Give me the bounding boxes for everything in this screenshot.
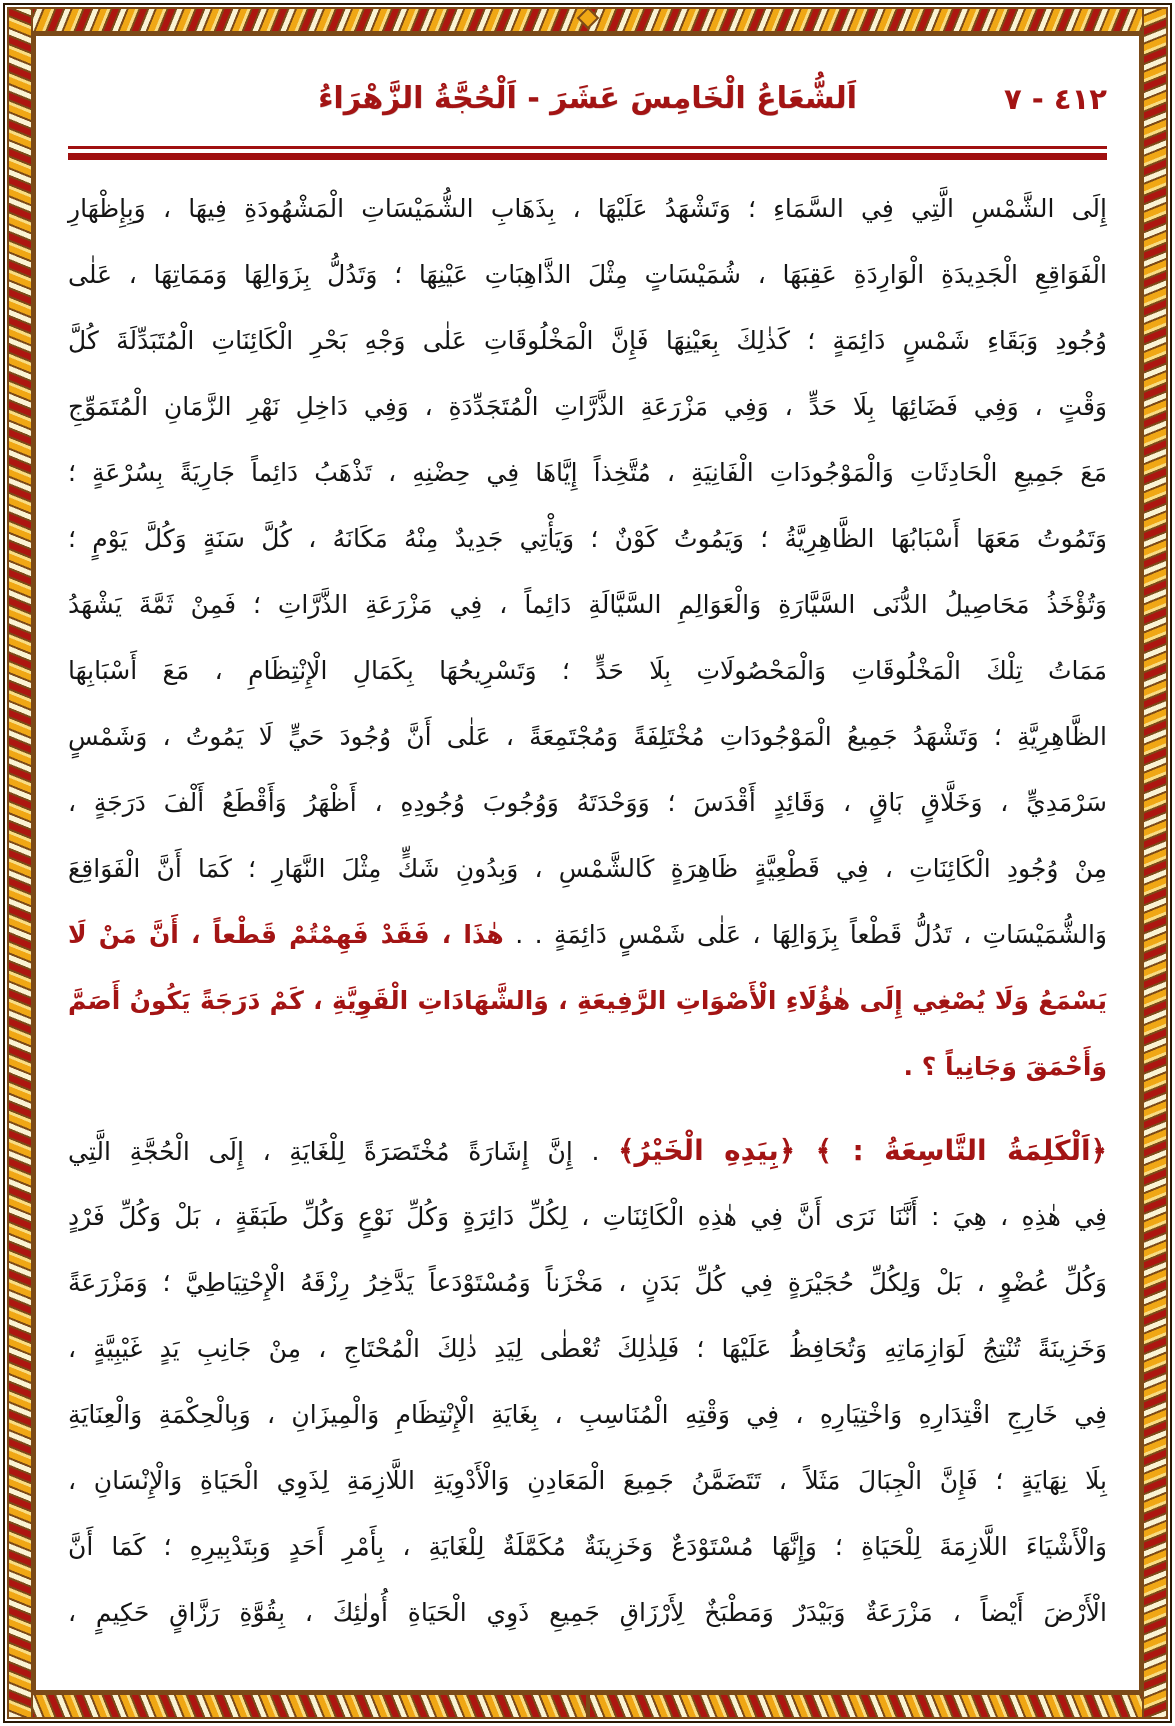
text-line — [68, 902, 1107, 968]
text-line — [68, 308, 1107, 374]
body-text-segment: إِلَى الشَّمْسِ الَّتِي فِي السَّمَاءِ ؛ وَتَشْهَدُ عَلَيْهَا ، بِذَهَابِ الشُّمَيْسَاتِ الْمَشْهُودَةِ فِيهَا ، وَبِإِظْهَارِ — [68, 194, 1107, 223]
paragraph-1 — [68, 176, 1107, 1100]
body-text-segment: . إِنَّ إِشَارَةً مُخْتَصَرَةً لِلْغَايَةِ ، إِلَى الْحُجَّةِ الَّتِي — [68, 1137, 619, 1166]
body-text-segment: الْأَرْضَ أَيْضاً ، مَزْرَعَةٌ وَبَيْدَرٌ وَمَطْبَخٌ لِأَرْزَاقِ جَمِيعِ ذَوِي الْحَيَاةِ أُولٰئِكَ ، بِقُوَّةِ رَزَّاقٍ حَكِيمٍ ، — [68, 1598, 1107, 1627]
text-line — [68, 1250, 1107, 1316]
body-text-segment: مَعَ جَمِيعِ الْحَادِثَاتِ وَالْمَوْجُودَاتِ الْفَانِيَةِ ، مُتَّخِذاً إِيَّاهَا فِي حِضْنِهِ ، تَذْهَبُ دَائِماً جَارِيَةً بِسُرْعَةٍ ؛ — [68, 458, 1107, 487]
text-line — [68, 836, 1107, 902]
body-text-segment: وَالشُّمَيْسَاتِ ، تَدُلُّ قَطْعاً بِزَوَالِهَا ، عَلٰى شَمْسٍ دَائِمَةٍ . . — [503, 920, 1107, 949]
page-header — [68, 68, 1107, 130]
body-text-segment: وَالْأَشْيَاءَ اللَّازِمَةَ لِلْحَيَاةِ ؛ وَإِنَّهَا مُسْتَوْدَعٌ وَخَزِينَةٌ مُكَمَّلَةٌ لِلْغَايَةِ ، بِأَمْرِ أَحَدٍ وَبِتَدْبِيرِهِ ؛ كَمَا أَنَّ — [68, 1532, 1107, 1561]
text-line — [68, 1034, 1107, 1100]
body-text-segment: الظَّاهِرِيَّةِ ؛ وَتَشْهَدُ جَمِيعُ الْمَوْجُودَاتِ مُخْتَلِفَةً وَمُجْتَمِعَةً ، عَلٰى أَنَّ وُجُودَ حَيٍّ لَا يَمُوتُ ، وَشَمْسٍ — [68, 722, 1107, 751]
header-divider-rule — [68, 146, 1107, 160]
body-text-segment: فِي خَارِجِ اقْتِدَارِهِ وَاخْتِيَارِهِ ، فِي وَقْتِهِ الْمُنَاسِبِ ، بِغَايَةِ الْإِنْتِظَامِ وَالْمِيزَانِ ، وَبِالْحِكْمَةِ وَالْعِنَايَةِ — [68, 1400, 1107, 1429]
text-line — [68, 638, 1107, 704]
ornamental-border-left — [7, 7, 33, 1719]
text-line — [68, 176, 1107, 242]
body-text-segment: وَخَزِينَةً تُنْتِجُ لَوَازِمَاتِهِ وَتُحَافِظُ عَلَيْهَا ؛ فَلِذٰلِكَ تُعْطٰى لِيَدِ ذٰلِكَ الْمُحْتَاجِ ، مِنْ جَانِبِ يَدٍ غَيْبِيَّةٍ ، — [68, 1334, 1107, 1363]
body — [68, 176, 1107, 1646]
body-text-segment: وَقْتٍ ، وَفِي فَضَائِهَا بِلَا حَدٍّ ، وَفِي مَزْرَعَةِ الذَّرَّاتِ الْمُتَجَدِّدَةِ ، وَفِي دَاخِلِ نَهْرِ الزَّمَانِ الْمُتَمَوِّجِ — [68, 392, 1107, 421]
red-emphasis-segment: يَسْمَعُ وَلَا يُصْغِي إِلَى هٰؤُلَاءِ الْأَصْوَاتِ الرَّفِيعَةِ ، وَالشَّهَادَاتِ الْقَوِيَّةِ ، كَمْ دَرَجَةً يَكُونُ أَصَمَّ — [68, 986, 1107, 1015]
section-heading-segment: ﴿اَلْكَلِمَةُ التَّاسِعَةُ : ﴾ ﴿بِيَدِهِ الْخَيْرُ﴾ — [618, 1134, 1107, 1167]
page-number: ٤١٢ - ٧ — [1003, 82, 1107, 116]
ornamental-border-right — [1142, 7, 1168, 1719]
text-line — [68, 440, 1107, 506]
body-text-segment: فِي هٰذِهِ ، هِيَ : أَنَّنَا نَرَى أَنَّ فِي هٰذِهِ الْكَائِنَاتِ ، لِكُلِّ دَائِرَةٍ وَكُلِّ نَوْعٍ وَكُلِّ طَبَقَةٍ ، بَلْ وَكُلِّ فَرْدٍ — [68, 1202, 1107, 1231]
page-title: اَلشُّعَاعُ الْخَامِسَ عَشَرَ - اَلْحُجَّةُ الزَّهْرَاءُ — [318, 81, 857, 116]
text-line — [68, 1184, 1107, 1250]
text-line — [68, 1316, 1107, 1382]
body-text-segment: وُجُودِ وَبَقَاءِ شَمْسٍ دَائِمَةٍ ؛ كَذٰلِكَ بِعَيْنِهَا فَإِنَّ الْمَخْلُوقَاتِ عَلٰى وَجْهِ بَحْرِ الْكَائِنَاتِ الْمُتَبَدِّلَةَ كُلَّ — [68, 326, 1107, 355]
body-text-segment: مَمَاتُ تِلْكَ الْمَخْلُوقَاتِ وَالْمَحْصُولَاتِ بِلَا حَدٍّ ؛ وَتَسْرِيحُهَا بِكَمَالِ الْإِنْتِظَامِ ، مَعَ أَسْبَابِهَا — [68, 656, 1107, 685]
text-line — [68, 1580, 1107, 1646]
body-text-segment: الْفَوَاقِعِ الْجَدِيدَةِ الْوَارِدَةِ عَقِبَهَا ، شُمَيْسَاتٍ مِثْلَ الذَّاهِبَاتِ عَيْنِهَا ؛ وَتَدُلُّ بِزَوَالِهَا وَمَمَاتِهَا ، عَلٰى — [68, 260, 1107, 289]
page-content — [36, 36, 1139, 1690]
red-emphasis-segment: هٰذَا ، فَقَدْ فَهِمْتُمْ قَطْعاً ، أَنَّ مَنْ لَا — [68, 920, 504, 949]
text-line — [68, 1448, 1107, 1514]
red-emphasis-segment: وَأَحْمَقَ وَجَانِياً ؟ . — [903, 1052, 1107, 1081]
body-text-segment: سَرْمَدِيٍّ ، وَخَلَّاقٍ بَاقٍ ، وَقَائِدٍ أَقْدَسَ ؛ وَوَحْدَتَهُ وَوُجُوبَ وُجُودِهِ ، أَظْهَرُ وَأَقْطَعُ أَلْفَ دَرَجَةٍ ، — [68, 788, 1107, 817]
text-line — [68, 506, 1107, 572]
text-line — [68, 572, 1107, 638]
body-text-segment: مِنْ وُجُودِ الْكَائِنَاتِ ، فِي قَطْعِيَّةٍ ظَاهِرَةٍ كَالشَّمْسِ ، وَبِدُونِ شَكٍّ مِثْلَ النَّهَارِ ؛ كَمَا أَنَّ الْفَوَاقِعَ — [68, 854, 1107, 883]
paragraph-2 — [68, 1118, 1107, 1646]
text-line — [68, 242, 1107, 308]
body-text-segment: وَتَمُوتُ مَعَهَا أَسْبَابُهَا الظَّاهِرِيَّةُ ؛ وَيَمُوتُ كَوْنٌ ؛ وَيَأْتِي جَدِيدٌ مِنْهُ مَكَانَهُ ، كُلَّ سَنَةٍ وَكُلَّ يَوْمٍ ؛ — [68, 524, 1107, 553]
text-line — [68, 1118, 1107, 1184]
text-line — [68, 968, 1107, 1034]
body-text-segment: بِلَا نِهَايَةٍ ؛ فَإِنَّ الْجِبَالَ مَثَلاً ، تَتَضَمَّنُ جَمِيعَ الْمَعَادِنِ وَالْأَدْوِيَةِ اللَّازِمَةِ لِذَوِي الْحَيَاةِ وَالْإِنْسَانِ ، — [68, 1466, 1107, 1495]
text-line — [68, 704, 1107, 770]
text-line — [68, 770, 1107, 836]
text-line — [68, 1382, 1107, 1448]
body-text-segment: وَتُؤْخَذُ مَحَاصِيلُ الدُّنَى السَّيَّارَةِ وَالْعَوَالِمِ السَّيَّالَةِ دَائِماً ، فِي مَزْرَعَةِ الذَّرَّاتِ ؛ فَمِنْ ثَمَّةَ يَشْهَدُ — [68, 590, 1107, 619]
body-text-segment: وَكُلِّ عُضْوٍ ، بَلْ وَلِكُلِّ حُجَيْرَةٍ فِي كُلِّ بَدَنٍ ، مَخْزَناً وَمُسْتَوْدَعاً يَدَّخِرُ رِزْقَهُ الْإِحْتِيَاطِيَّ ؛ وَمَزْرَعَةً — [68, 1268, 1107, 1297]
text-line — [68, 374, 1107, 440]
text-line — [68, 1514, 1107, 1580]
border-bottom-center-joint — [586, 1693, 590, 1719]
